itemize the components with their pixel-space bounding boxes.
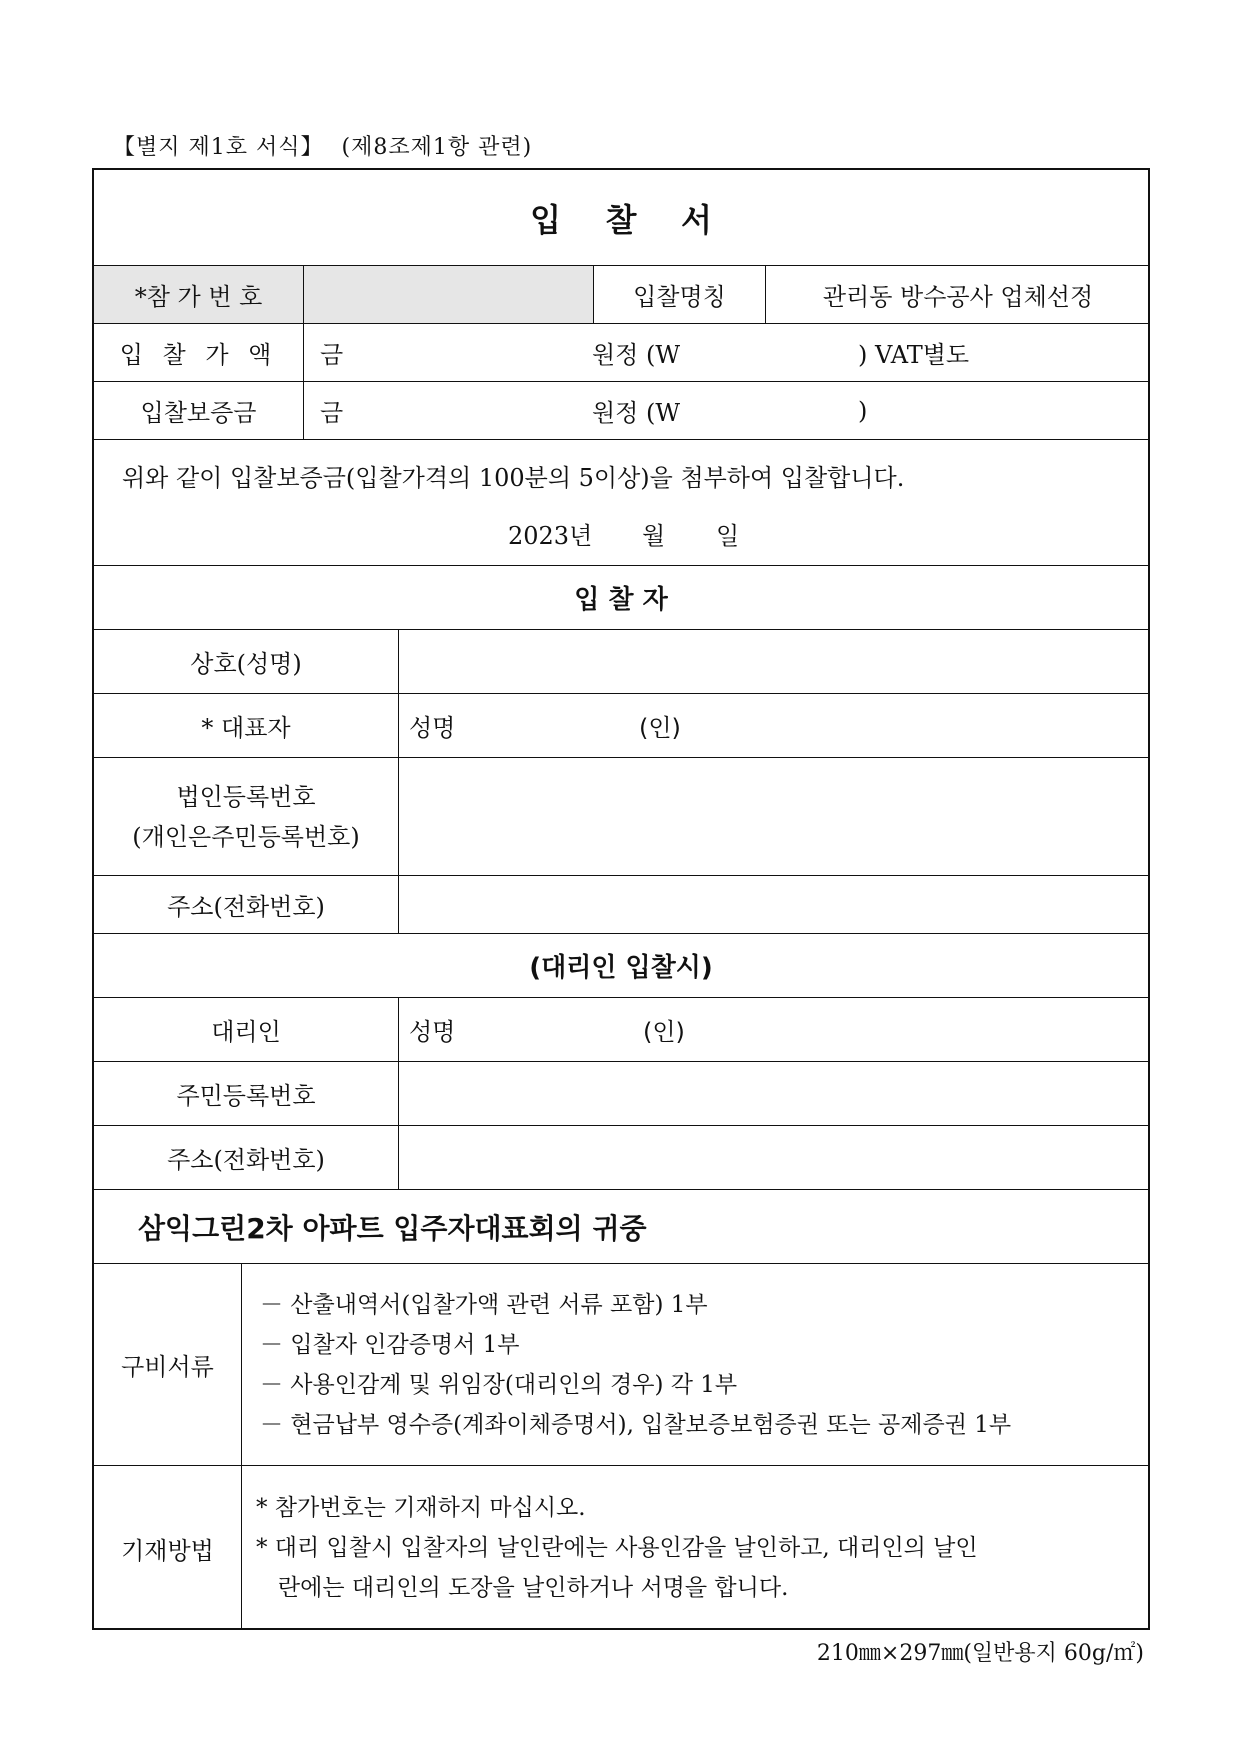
registration-field[interactable]: [399, 758, 1150, 875]
bidder-title-row: [94, 566, 1148, 630]
rep-seal: (인): [639, 714, 681, 742]
form-title: 입 찰 서: [530, 200, 712, 239]
rep-name-label: 성명: [409, 714, 456, 742]
statement-text: 위와 같이 입찰보증금(입찰가격의 100분의 5이상)을 첨부하여 입찰합니다.: [122, 464, 905, 492]
representative-label: * 대표자: [94, 694, 399, 757]
bidder-section-title: 입 찰 자: [574, 585, 668, 615]
instruction-item: * 대리 입찰시 입찰자의 날인란에는 사용인감을 날인하고, 대리인의 날인: [256, 1535, 978, 1561]
agent-field[interactable]: [399, 998, 1150, 1061]
statement-row: [94, 440, 1148, 566]
resident-no-field[interactable]: [399, 1062, 1150, 1125]
bidder-address-row: [94, 876, 1148, 934]
document-item: － 입찰자 인감증명서 1부: [260, 1331, 520, 1358]
company-field[interactable]: [399, 630, 1150, 693]
resident-no-row: [94, 1062, 1148, 1126]
agent-address-label: 주소(전화번호): [94, 1126, 399, 1189]
agent-address-row: [94, 1126, 1148, 1190]
bid-amount-row: [94, 324, 1148, 382]
form-heading: [113, 130, 532, 161]
recipient: 삼익그린2차 아파트 입주자대표회의 귀중: [138, 1211, 647, 1245]
bid-amount-won: 원정 (W: [592, 341, 681, 369]
bid-amount-field[interactable]: [304, 324, 1150, 381]
agent-seal: (인): [643, 1018, 685, 1046]
representative-row: [94, 694, 1148, 758]
date-month: 월: [642, 522, 666, 550]
deposit-prefix: 금: [320, 399, 344, 427]
bid-name-label: 입찰명칭: [594, 266, 766, 323]
documents-row: [94, 1264, 1148, 1466]
deposit-row: [94, 382, 1148, 440]
paper-spec: 210㎜×297㎜(일반용지 60g/㎡): [816, 1641, 1144, 1666]
participant-no-label: *참 가 번 호: [94, 266, 304, 323]
participant-no-field[interactable]: [304, 266, 594, 323]
documents-list: [242, 1264, 1150, 1465]
agent-name-label: 성명: [409, 1018, 456, 1046]
date-day: 일: [716, 522, 740, 550]
bid-form: [92, 168, 1150, 1630]
bid-amount-prefix: 금: [320, 341, 344, 369]
instructions-list: [242, 1466, 1150, 1630]
deposit-suffix: ): [858, 396, 868, 425]
bidder-address-field[interactable]: [399, 876, 1150, 933]
deposit-won: 원정 (W: [592, 399, 681, 427]
form-label: 【별지 제1호 서식】: [113, 135, 324, 160]
registration-label-line1: 법인등록번호: [176, 782, 316, 811]
bidder-address-label: 주소(전화번호): [94, 876, 399, 933]
company-row: [94, 630, 1148, 694]
instructions-label: 기재방법: [94, 1466, 242, 1630]
bid-amount-suffix: ) VAT별도: [858, 341, 970, 369]
title-row: [94, 170, 1148, 266]
recipient-row: [94, 1190, 1148, 1264]
bid-amount-label: 입 찰 가 액: [94, 324, 304, 381]
agent-row: [94, 998, 1148, 1062]
documents-label: 구비서류: [94, 1264, 242, 1465]
registration-row: [94, 758, 1148, 876]
deposit-field[interactable]: [304, 382, 1150, 439]
related-clause: (제8조제1항 관련): [341, 135, 533, 160]
instruction-item: 란에는 대리인의 도장을 날인하거나 서명을 합니다.: [256, 1575, 789, 1601]
instructions-row: [94, 1466, 1148, 1630]
participant-row: [94, 266, 1148, 324]
agent-address-field[interactable]: [399, 1126, 1150, 1189]
representative-field[interactable]: [399, 694, 1150, 757]
date-year: 2023년: [508, 522, 593, 550]
document-item: － 사용인감계 및 위임장(대리인의 경우) 각 1부: [260, 1371, 738, 1398]
agent-section-title: (대리인 입찰시): [529, 953, 713, 983]
bid-name-value: 관리동 방수공사 업체선정: [822, 283, 1094, 311]
instruction-item: * 참가번호는 기재하지 마십시오.: [256, 1495, 586, 1521]
deposit-label: 입찰보증금: [94, 382, 304, 439]
agent-title-row: [94, 934, 1148, 998]
agent-label: 대리인: [94, 998, 399, 1061]
document-item: － 현금납부 영수증(계좌이체증명서), 입찰보증보험증권 또는 공제증권 1부: [260, 1411, 1012, 1438]
document-item: － 산출내역서(입찰가액 관련 서류 포함) 1부: [260, 1291, 708, 1318]
registration-label: [94, 758, 399, 875]
company-label: 상호(성명): [94, 630, 399, 693]
resident-no-label: 주민등록번호: [94, 1062, 399, 1125]
registration-label-line2: (개인은주민등록번호): [132, 822, 360, 851]
